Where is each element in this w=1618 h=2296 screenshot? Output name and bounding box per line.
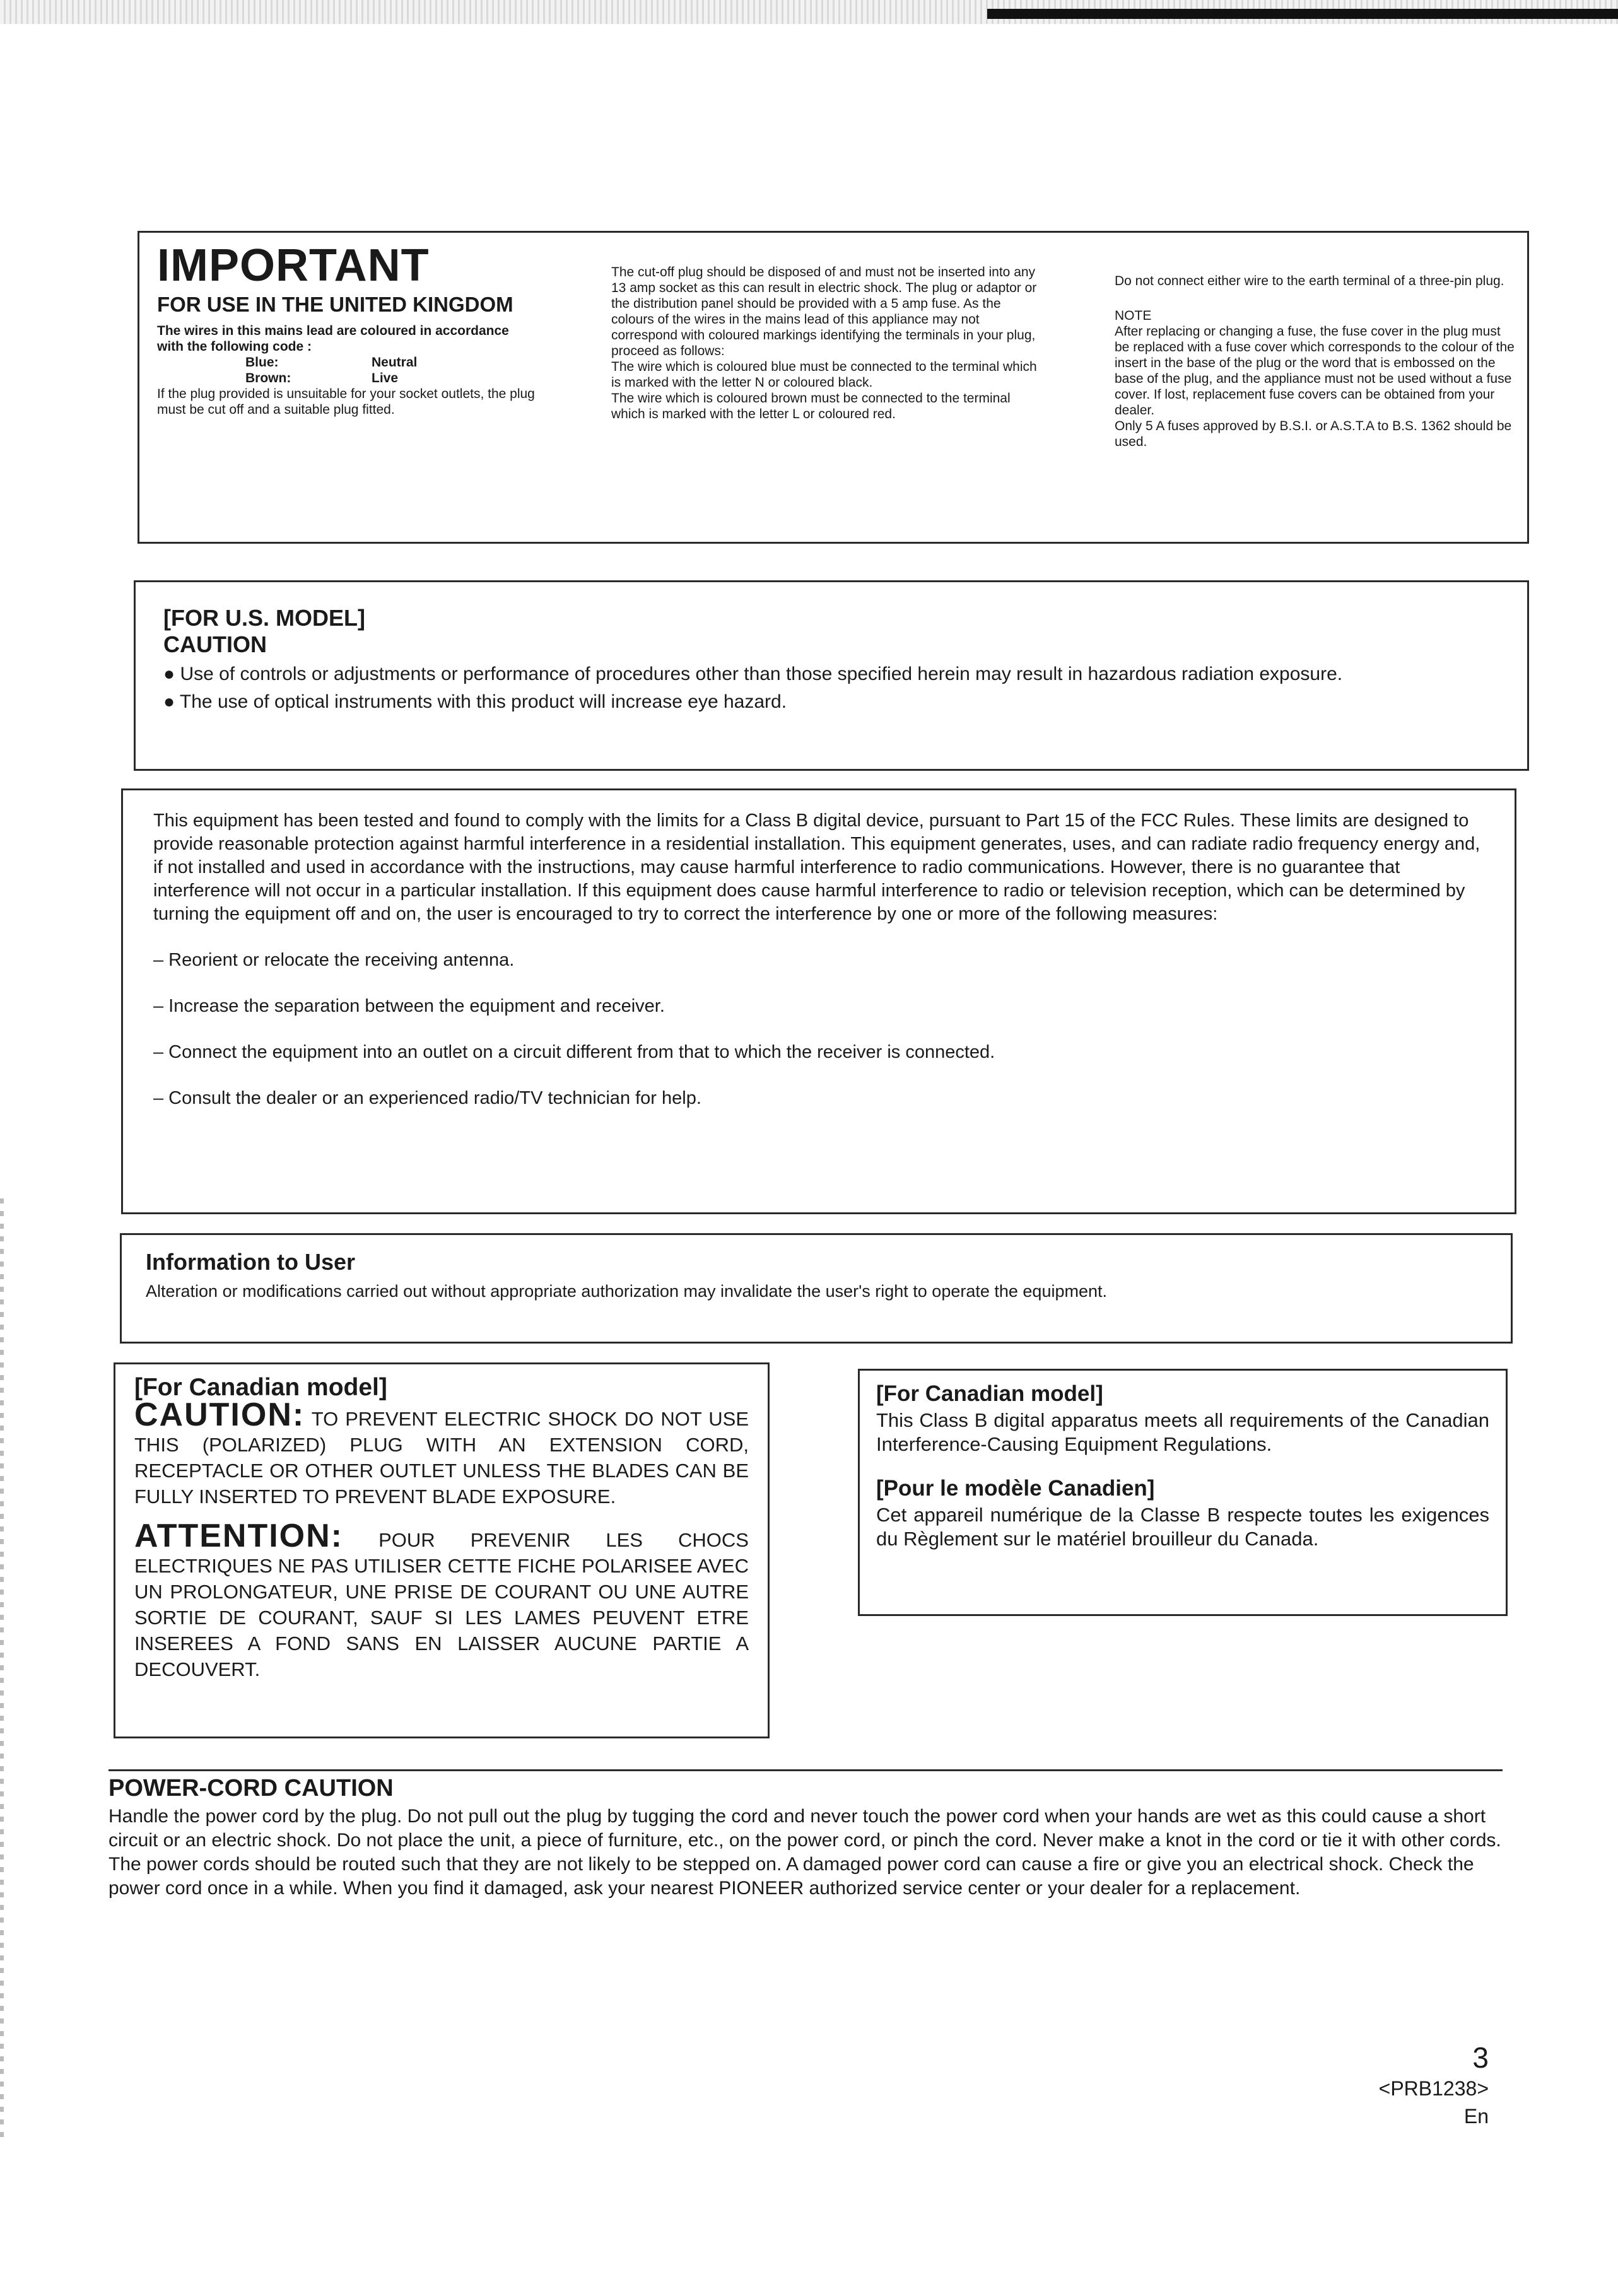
important-subtitle: FOR USE IN THE UNITED KINGDOM: [157, 293, 513, 316]
power-cord-heading: POWER-CORD CAUTION: [108, 1775, 394, 1801]
language-code: En: [1463, 2105, 1489, 2128]
important-section: [138, 231, 1529, 544]
important-title: IMPORTANT: [157, 240, 430, 291]
document-code: <PRB1238>: [1378, 2077, 1489, 2100]
important-col-1: [157, 240, 536, 418]
page-footer: [1379, 2041, 1489, 2130]
info-heading: Information to User: [146, 1249, 356, 1275]
attention-paragraph: [134, 1518, 749, 1682]
caution-word: CAUTION:: [134, 1397, 305, 1433]
plug-unsuitable-text: If the plug provided is unsuitable for your socket outlets, the plug must be cut off and a suitable plug fitted.: [157, 387, 535, 417]
bullet-text: The use of optical instruments with this product will increase eye hazard.: [179, 691, 787, 712]
canadian-caution-box: [114, 1362, 770, 1738]
fcc-statement: [121, 788, 1516, 1214]
caution-text: TO PREVENT ELECTRIC SHOCK DO NOT USE THIS (POLARIZED) PLUG WITH AN EXTENSION CORD, RECEPTACLE OR OTHER OUTLET UNLESS THE BLADES CAN BE FULLY INSERTED TO PREVENT BLADE EXPOSURE.: [134, 1408, 749, 1508]
us-model-caution: [134, 580, 1529, 771]
fuse-text: Only 5 A fuses approved by B.S.I. or A.S.T.A to B.S. 1362 should be used.: [1115, 419, 1512, 449]
attention-text: POUR PREVENIR LES CHOCS ELECTRIQUES NE PAS UTILISER CETTE FICHE POLARISEE AVEC UN PROLONGATEUR, UNE PRISE DE COURANT OU UNE AUTRE SORTIE DE COURANT, SAUF SI LES LAMES PEUVENT ETRE INSEREES A FOND SANS EN LAISSER AUCUNE PARTIE A DECOUVERT.: [134, 1529, 749, 1680]
section-divider: [108, 1769, 1503, 1771]
page-number: 3: [1472, 2041, 1489, 2074]
canadian-heading-en: [For Canadian model]: [876, 1381, 1103, 1406]
power-cord-body: Handle the power cord by the plug. Do not pull out the plug by tugging the cord and never touch the power cord when your hands are wet as this could cause a short circuit or an electric shock. Do not place the unit, a piece of furniture, etc., on the power cord, or pinch the cord. Never make a knot in the cord or tie it with other cords. The power cords should be routed such that they are not likely to be stepped on. A damaged power cord can cause a fire or give you an electrical shock. Check the power cord once in a while. When you find it damaged, ask your nearest PIONEER authorized service center or your dealer for a replacement.: [108, 1806, 1501, 1899]
brown-wire-text: The wire which is coloured brown must be connected to the terminal which is marked with the letter L or coloured red.: [611, 391, 1011, 421]
brown-value: Live: [372, 371, 399, 385]
note-label: NOTE: [1115, 308, 1152, 323]
canadian-body-en: This Class B digital apparatus meets all requirements of the Canadian Interference-Causing Equipment Regulations.: [876, 1409, 1489, 1455]
us-caution-heading: CAUTION: [163, 631, 267, 657]
canadian-regulations-box: [858, 1369, 1508, 1616]
fcc-measure: – Increase the separation between the equipment and receiver.: [153, 996, 665, 1016]
fcc-measure: – Reorient or relocate the receiving antenna.: [153, 950, 515, 970]
brown-label: Brown:: [245, 371, 291, 385]
earth-terminal-text: Do not connect either wire to the earth terminal of a three-pin plug.: [1115, 274, 1504, 288]
cutoff-plug-text: The cut-off plug should be disposed of and must not be inserted into any 13 amp socket as this can result in electric shock. The plug or adaptor or the distribution panel should be provided with a 5 amp fuse. As the colours of the wires in the mains lead of this appliance may not correspond with coloured markings identifying the terminals in your plug, proceed as follows:: [611, 265, 1037, 358]
us-model-heading: [FOR U.S. MODEL]: [163, 605, 365, 631]
fcc-measure: – Consult the dealer or an experienced radio/TV technician for help.: [153, 1088, 701, 1108]
canadian-heading-fr: [Pour le modèle Canadien]: [876, 1476, 1155, 1501]
fcc-measure: – Connect the equipment into an outlet on a circuit different from that to which the receiver is connected.: [153, 1042, 995, 1062]
information-to-user: [120, 1233, 1513, 1344]
blue-wire-text: The wire which is coloured blue must be connected to the terminal which is marked with the letter N or coloured black.: [611, 360, 1037, 390]
bullet-item: ● Use of controls or adjustments or performance of procedures other than those specified herein may result in hazardous radiation exposure.: [163, 664, 1343, 684]
wire-brown-row: [157, 370, 536, 386]
blue-label: Blue:: [245, 355, 279, 370]
blue-value: Neutral: [372, 355, 418, 370]
attention-word: ATTENTION:: [134, 1518, 343, 1554]
scan-top-edge: [0, 0, 1618, 24]
canadian-heading: [For Canadian model]: [134, 1374, 387, 1401]
caution-paragraph: [134, 1397, 749, 1509]
important-col-2: [611, 264, 1040, 422]
canadian-body-fr: Cet appareil numérique de la Classe B respecte toutes les exigences du Règlement sur le matériel brouilleur du Canada.: [876, 1504, 1489, 1550]
power-cord-caution: [108, 1769, 1503, 1901]
scan-left-edge: [0, 1198, 4, 2145]
bullet-text: Use of controls or adjustments or performance of procedures other than those specified herein may result in hazardous radiation exposure.: [180, 664, 1343, 684]
bullet-item: ● The use of optical instruments with this product will increase eye hazard.: [163, 691, 787, 712]
important-col-3: [1115, 273, 1518, 450]
info-body: Alteration or modifications carried out without appropriate authorization may invalidate the user's right to operate the equipment.: [146, 1282, 1108, 1301]
wires-intro: The wires in this mains lead are coloured in accordance with the following code :: [157, 324, 509, 354]
wire-blue-row: [157, 354, 536, 370]
fcc-paragraph: This equipment has been tested and found to comply with the limits for a Class B digital device, pursuant to Part 15 of the FCC Rules. These limits are designed to provide reasonable protection against harmful interference in a residential installation. This equipment generates, uses, and can radiate radio frequency energy and, if not installed and used in accordance with the instructions, may cause harmful interference to radio communications. However, there is no guarantee that interference will not occur in a particular installation. If this equipment does cause harmful interference to radio or television reception, which can be determined by turning the equipment off and on, the user is encouraged to try to correct the interference by one or more of the following measures:: [153, 811, 1480, 924]
scan-dark-band: [987, 9, 1618, 19]
note-text: After replacing or changing a fuse, the fuse cover in the plug must be replaced with a fuse cover which corresponds to the colour of the insert in the base of the plug or the word that is embossed on the base of the plug, and the appliance must not be used without a fuse cover. If lost, replacement fuse covers can be obtained from your dealer.: [1115, 324, 1515, 418]
